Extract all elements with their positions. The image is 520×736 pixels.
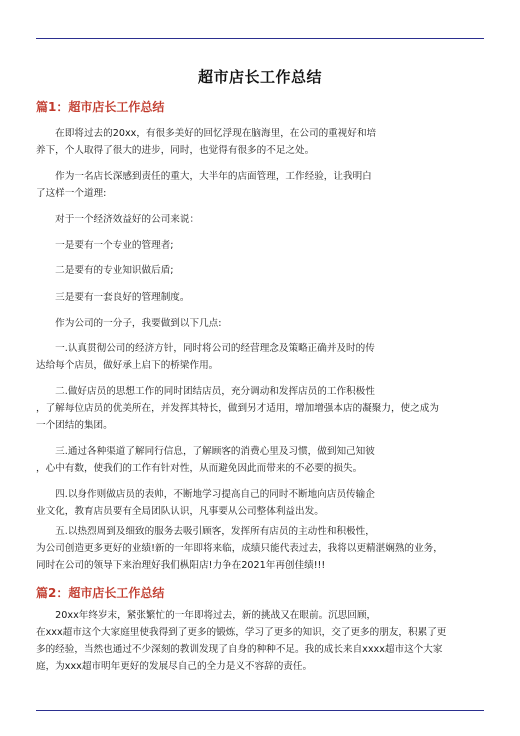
- paragraph: 在即将过去的20xx，有很多美好的回忆浮现在脑海里，在公司的重视好和培 养下，个人取得了很大的进步，同时，也觉得有很多的不足之处。: [36, 128, 377, 156]
- paragraph: 四.以身作则做店员的表帅，不断地学习提高自己的同时不断地向店员传输企 业文化，教育店员要有全局团队认识，凡事要从公司整体利益出发。: [36, 489, 375, 517]
- paragraph: 二是要有的专业知识做后盾;: [36, 265, 174, 276]
- paragraph: 三.通过各种渠道了解同行信息，了解顾客的消费心里及习惯，做到知己知彼 ，心中有数，使我们的工作有针对性，从而避免因此而带来的不必要的损失。: [36, 446, 375, 474]
- paragraph: 作为公司的一分子，我要做到以下几点:: [36, 318, 222, 329]
- paragraph: 一.认真贯彻公司的经济方针，同时将公司的经营理念及策略正确并及时的传 达给每个店员，做好承上启下的桥梁作用。: [36, 343, 375, 371]
- paragraph: 对于一个经济效益好的公司来说：: [36, 214, 200, 225]
- bottom-rule: [36, 710, 484, 711]
- paragraph: 五.以热烈周到及细致的服务去吸引顾客，发挥所有店员的主动性和积极性， 为公司创造更多更好的业绩!新的一年即将来临，成绩只能代表过去，我将以更精湛娴熟的业务， 同时在公司的领导下来治理好我们枞阳店!力争在2021年再创佳绩!!!: [36, 526, 443, 571]
- paragraph: 三是要有一套良好的管理制度。: [36, 292, 190, 303]
- top-rule: [36, 38, 484, 39]
- section-heading-1: 篇1：超市店长工作总结: [36, 100, 165, 114]
- paragraph: 作为一名店长深感到责任的重大，大半年的店面管理，工作经验，让我明白 了这样一个道理:: [36, 171, 372, 199]
- section-heading-2: 篇2：超市店长工作总结: [36, 586, 165, 600]
- paragraph: 一是要有一个专业的管理者;: [36, 240, 174, 251]
- paragraph: 二.做好店员的思想工作的同时团结店员，充分调动和发挥店员的工作积极性 ，了解每位店员的优美所在，并发挥其特长，做到另才适用，增加增强本店的凝聚力，使之成为 一个团结的集团。: [36, 386, 439, 431]
- paragraph: 20xx年终岁末，紧张繁忙的一年即将过去，新的挑战又在眼前。沉思回顾， 在xxx超市这个大家庭里使我得到了更多的锻炼，学习了更多的知识，交了更多的朋友，积累了更 多的经验，当然也通过不少深刻的教训发现了自身的种种不足。我的成长来自xxxx超市这个大家 庭，为xxx超市明年更好的发展尽自己的全力是义不容辞的责任。: [36, 610, 447, 672]
- document-title: 超市店长工作总结: [197, 68, 322, 86]
